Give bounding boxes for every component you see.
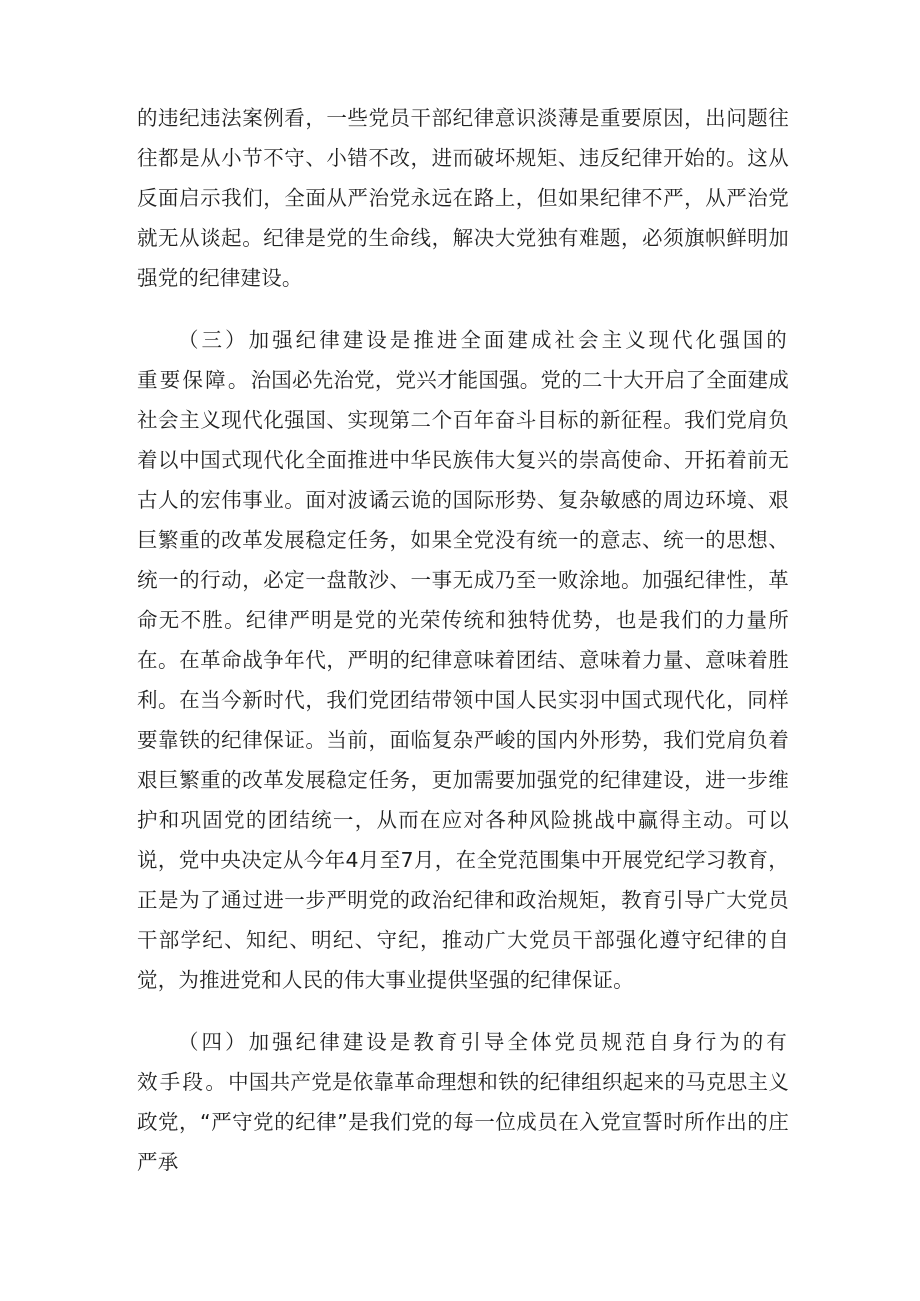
document-page (137, 98, 789, 1182)
paragraph-1 (137, 98, 789, 298)
section-4-heading: （四）加强纪律建设是教育引导全体党员规范自身行为的有效手段。 (137, 1030, 789, 1094)
paragraph-2-body: 治国必先治党，党兴才能国强。党的二十大开启了全面建成社会主义现代化强国、实现第二个百年奋斗目标的新征程。我们党肩负着以中国式现代化全面推进中华民族伟大复兴的崇高使命、开拓着前无古人的宏伟事业。面对波谲云诡的国际形势、复杂敏感的周边环境、艰巨繁重的改革发展稳定任务，如果全党没有统一的意志、统一的思想、统一的行动，必定一盘散沙、一事无成乃至一败涂地。加强纪律性，革命无不胜。纪律严明是党的光荣传统和独特优势，也是我们的力量所在。在革命战争年代，严明的纪律意味着团结、意味着力量、意味着胜利。在当今新时代，我们党团结带领中国人民实羽中国式现代化，同样要靠铁的纪律保证。当前，面临复杂严峻的国内外形势，我们党肩负着艰巨繁重的改革发展稳定任务，更加需要加强党的纪律建设，进一步维护和巩固党的团结统一，从而在应对各种风险挑战中赢得主动。可以说，党中央决定从今年4月至7月，在全党范围集中开展党纪学习教育，正是为了通过进一步严明党的政治纪律和政治规矩，教育引导广大党员干部学纪、知纪、明纪、守纪，推动广大党员干部强化遵守纪律的自觉，为推进党和人民的伟大事业提供坚强的纪律保证。 (137, 368, 790, 992)
paragraph-3-body: 中国共产党是依靠革命理想和铁的纪律组织起来的马克思主义政党，“严守党的纪律”是我们党的每一位成员在入党宣誓时所作出的庄严承 (137, 1070, 789, 1174)
paragraph-2 (137, 320, 789, 1000)
paragraph-3 (137, 1022, 789, 1182)
paragraph-1-body: 的违纪违法案例看，一些党员干部纪律意识淡薄是重要原因，出问题往往都是从小节不守、小错不改，进而破坏规矩、违反纪律开始的。这从反面启示我们，全面从严治党永远在路上，但如果纪律不严，从严治党就无从谈起。纪律是党的生命线，解决大党独有难题，必须旗帜鲜明加强党的纪律建设。 (137, 106, 789, 290)
section-3-heading: （三）加强纪律建设是推进全面建成社会主义现代化强国的重要保障。 (137, 328, 789, 392)
